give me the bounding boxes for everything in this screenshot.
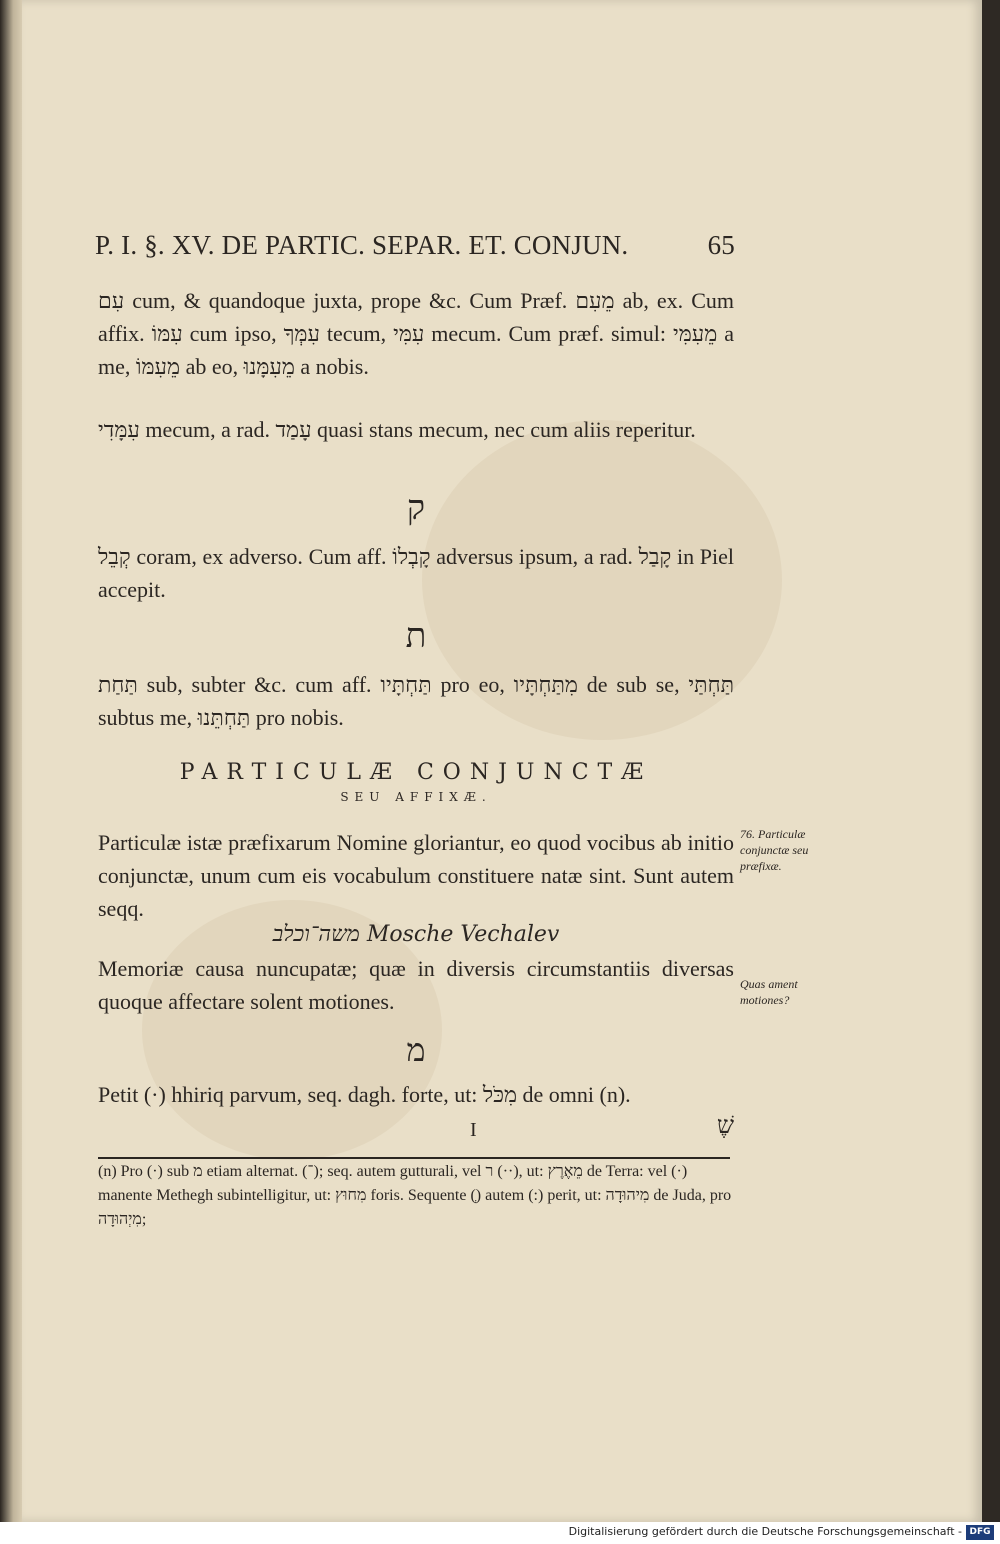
- paragraph-text: Particulæ istæ præfixarum Nomine gloriantur, eo quod vocibus ab initio conjunctæ, unum cum eis vocabulum constituere natæ sint. Sunt autem seqq.: [98, 830, 734, 921]
- paragraph-text: קְבֵל coram, ex adverso. Cum aff. קָבְלוֹ adversus ipsum, a rad. קָבַל in Piel accepit.: [98, 544, 734, 602]
- paragraph-tav: [98, 668, 734, 734]
- paragraph-text: עִמָּדִי mecum, a rad. עָמַד quasi stans mecum, nec cum aliis reperitur.: [98, 417, 696, 442]
- book-binding-edge: [0, 0, 22, 1544]
- margin-note-particulae: 76. Particulæ conjunctæ seu præfixæ.: [740, 827, 809, 873]
- section-letter-tav: ת: [405, 616, 427, 656]
- header-title: P. I. §. XV. DE PARTIC. SEPAR. ET. CONJUN.: [95, 230, 629, 260]
- page-number: 65: [707, 230, 735, 260]
- paragraph-petit: [98, 1078, 734, 1111]
- section-letter-qof: ק: [406, 488, 426, 528]
- paragraph-text: Petit (·) hhiriq parvum, seq. dagh. forte, ut: מִכֹּל de omni (n).: [98, 1082, 631, 1107]
- paragraph-text: תַּחַת sub, subter &c. cum aff. תַּחְתָּיו pro eo, מִתַּחְתָּיו de sub se, תַּחְתַּי subtus me, תַּחְתֵּנוּ pro nobis.: [98, 672, 735, 730]
- paragraph-text: Memoriæ causa nuncupatæ; quæ in diversis circumstantiis diversas quoque affectare solent motiones.: [98, 956, 734, 1014]
- book-right-edge: [982, 0, 1000, 1522]
- section-letter-mem: מ: [406, 1031, 426, 1069]
- margin-note-motiones: Quas ament motiones?: [740, 977, 798, 1007]
- section-subtitle: SEU AFFIXÆ.: [340, 790, 492, 804]
- footer-credit: Digitalisierung gefördert durch die Deutsche Forschungsgemeinschaft -: [568, 1525, 962, 1538]
- paragraph-text: עִם cum, & quandoque juxta, prope &c. Cum Præf. מֵעִם ab, ex. Cum affix. עִמּוֹ cum ipso, עִמְּךָ tecum, עִמִּי mecum. Cum præf. simul: מֵעִמִּי a me, מֵעִמּוֹ ab eo, מֵעִמָּנוּ a nobis.: [98, 288, 734, 379]
- section-title: PARTICULÆ CONJUNCTÆ: [179, 760, 653, 785]
- paragraph-qof: [98, 540, 734, 606]
- dfg-logo-icon: DFG: [966, 1525, 994, 1540]
- paragraph-particulae: [98, 826, 734, 925]
- catchword: שֶׁ: [717, 1113, 734, 1139]
- paragraph-immadi: [98, 413, 734, 446]
- paragraph-memoria: [98, 952, 734, 1018]
- footnote: (n) Pro (·) sub מ etiam alternat. (־); seq. autem gutturali, vel ר (··), ut: מֵאֶרֶץ de Terra: vel (·) manente Methegh subintelligitur, ut: מִחוּץ foris. Sequente (ְ) autem (:) perit, ut: מִיהוּדָה de Juda, pro מִיְהוּדָה;: [98, 1163, 732, 1228]
- digitization-footer: [0, 1522, 1000, 1544]
- signature-mark: I: [470, 1119, 477, 1141]
- mnemonic-line: משה־וכלב Mosche Vechalev: [272, 922, 560, 947]
- paragraph-im: [98, 284, 734, 383]
- footnote-rule: [98, 1157, 730, 1159]
